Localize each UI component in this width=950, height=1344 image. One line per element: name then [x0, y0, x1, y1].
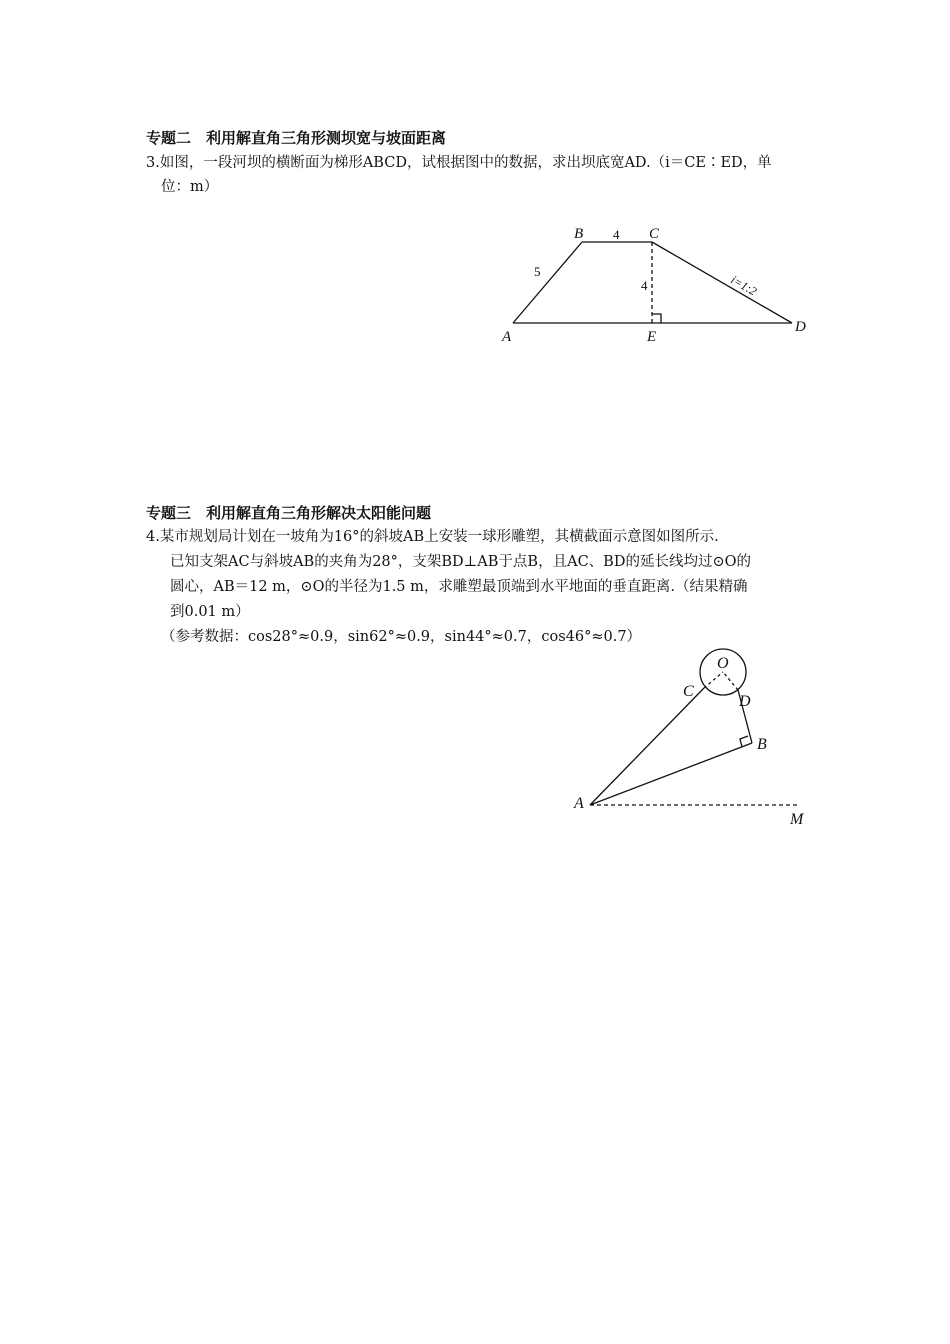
extension-DO	[723, 672, 738, 690]
length-AB-label: 5	[534, 264, 541, 279]
question4-text-line1: 4.某市规划局计划在一坡角为16°的斜坡AB上安装一球形雕塑，其横截面示意图如图所示.	[146, 529, 719, 545]
question4-text-line2: 已知支架AC与斜坡AB的夹角为28°，支架BD⊥AB于点B，且AC、BD的延长线均过⊙O的	[170, 554, 751, 570]
question3-text-line1: 3.如图，一段河坝的横断面为梯形ABCD，试根据图中的数据，求出坝底宽AD.（i＝CE∶ED，单	[146, 155, 772, 171]
slope-ratio-label: i=1:2	[728, 272, 760, 299]
support-AC	[590, 688, 704, 805]
right-angle-mark-E	[652, 314, 661, 323]
point-B2-label: B	[757, 736, 767, 753]
point-B-label: B	[574, 226, 584, 242]
point-C-label: C	[649, 226, 660, 242]
point-A-label: A	[502, 329, 512, 345]
segment-AB	[513, 242, 582, 323]
section3-heading: 专题三 利用解直角三角形解决太阳能问题	[146, 504, 432, 522]
point-O-label: O	[717, 655, 729, 672]
extension-CO	[704, 672, 723, 688]
point-A2-label: A	[574, 795, 584, 812]
point-D2-label: D	[739, 693, 751, 710]
point-D-label: D	[795, 319, 806, 335]
section2-heading: 专题二 利用解直角三角形测坝宽与坡面距离	[146, 129, 447, 147]
question4-text-line3: 圆心，AB＝12 m，⊙O的半径为1.5 m，求雕塑最顶端到水平地面的垂直距离.（结果精确	[170, 579, 748, 595]
length-BC-label: 4	[613, 227, 620, 242]
point-M-label: M	[790, 811, 804, 828]
question3-text-line2: 位：m）	[161, 179, 219, 195]
segment-CD	[652, 242, 792, 323]
length-CE-label: 4	[641, 278, 648, 293]
point-C2-label: C	[683, 683, 694, 700]
question4-reference-data: （参考数据：cos28°≈0.9，sin62°≈0.9，sin44°≈0.7，cos46°≈0.7）	[161, 629, 642, 645]
slope-AB	[590, 743, 752, 805]
point-E-label: E	[647, 329, 657, 345]
question4-text-line4: 到0.01 m）	[170, 604, 250, 620]
